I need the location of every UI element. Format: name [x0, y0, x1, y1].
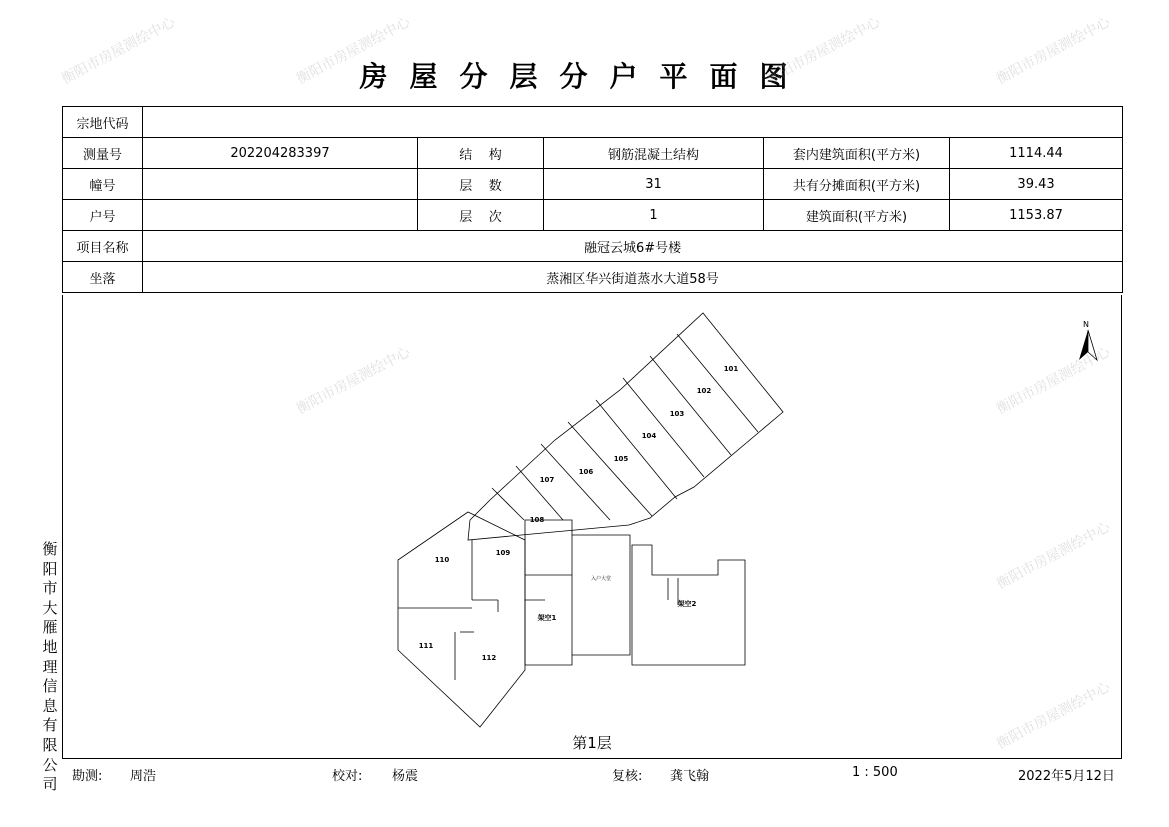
- location-label: 坐落: [63, 262, 143, 293]
- survey-no-value: 202204283397: [143, 138, 418, 169]
- surveyor-label: 勘测:: [72, 769, 103, 784]
- scale: 1 : 500: [852, 765, 898, 780]
- floor-label: 第1层: [572, 734, 612, 752]
- room-103: 103: [669, 410, 685, 418]
- watermark: 衡阳市房屋测绘中心: [294, 344, 413, 418]
- page-title: 房屋分层分户平面图: [359, 60, 810, 93]
- room-107: 107: [539, 476, 555, 484]
- parcel-code-label: 宗地代码: [63, 107, 143, 138]
- project-value: 融冠云城6#号楼: [143, 231, 1123, 262]
- building-area-label: 建筑面积(平方米): [764, 200, 950, 231]
- room-102: 102: [696, 387, 712, 395]
- unit-no-label: 户号: [63, 200, 143, 231]
- location-value: 蒸湘区华兴街道蒸水大道58号: [143, 262, 1123, 293]
- watermark: 衡阳市房屋测绘中心: [994, 519, 1113, 593]
- room-110: 110: [434, 556, 450, 564]
- floor-level-value: 1: [544, 200, 764, 231]
- building-no-label: 幢号: [63, 169, 143, 200]
- room-111: 111: [418, 642, 434, 650]
- north-arrow-icon: [1079, 320, 1097, 360]
- floors-value: 31: [544, 169, 764, 200]
- inner-area-value: 1114.44: [950, 138, 1123, 169]
- watermark: 衡阳市房屋测绘中心: [59, 14, 178, 88]
- core-block: [525, 520, 630, 665]
- room-104: 104: [641, 432, 657, 440]
- watermark: 衡阳市房屋测绘中心: [764, 14, 883, 88]
- survey-no-label: 测量号: [63, 138, 143, 169]
- floors-label: 层 数: [418, 169, 544, 200]
- checker-label: 校对:: [332, 769, 363, 784]
- wing-outline: [468, 313, 783, 540]
- left-block: [398, 512, 525, 727]
- shared-area-value: 39.43: [950, 169, 1123, 200]
- building-area-value: 1153.87: [950, 200, 1123, 231]
- room-jiakong1: 架空1: [537, 614, 557, 622]
- checker-name: 杨震: [392, 769, 419, 784]
- room-105: 105: [613, 455, 629, 463]
- room-109: 109: [495, 549, 511, 557]
- watermark: 衡阳市房屋测绘中心: [994, 14, 1113, 88]
- room-jiakong2: 架空2: [677, 600, 697, 608]
- reviewer-name: 龚飞翰: [670, 769, 710, 784]
- inner-area-label: 套内建筑面积(平方米): [764, 138, 950, 169]
- reviewer-label: 复核:: [612, 769, 643, 784]
- structure-value: 钢筋混凝土结构: [544, 138, 764, 169]
- structure-label: 结 构: [418, 138, 544, 169]
- north-label: N: [1083, 320, 1089, 329]
- project-label: 项目名称: [63, 231, 143, 262]
- room-112: 112: [481, 654, 497, 662]
- date: 2022年5月12日: [1018, 769, 1115, 784]
- hall-label: 入户大堂: [590, 576, 612, 582]
- room-106: 106: [578, 468, 594, 476]
- shared-area-label: 共有分摊面积(平方米): [764, 169, 950, 200]
- room-101: 101: [723, 365, 739, 373]
- room-108: 108: [529, 516, 545, 524]
- watermark: 衡阳市房屋测绘中心: [994, 344, 1113, 418]
- watermark: 衡阳市房屋测绘中心: [294, 14, 413, 88]
- surveyor-name: 周浩: [130, 769, 157, 784]
- company-name: 衡阳市大雁地理信息有限公司: [42, 540, 58, 794]
- floor-level-label: 层 次: [418, 200, 544, 231]
- watermark: 衡阳市房屋测绘中心: [994, 679, 1113, 753]
